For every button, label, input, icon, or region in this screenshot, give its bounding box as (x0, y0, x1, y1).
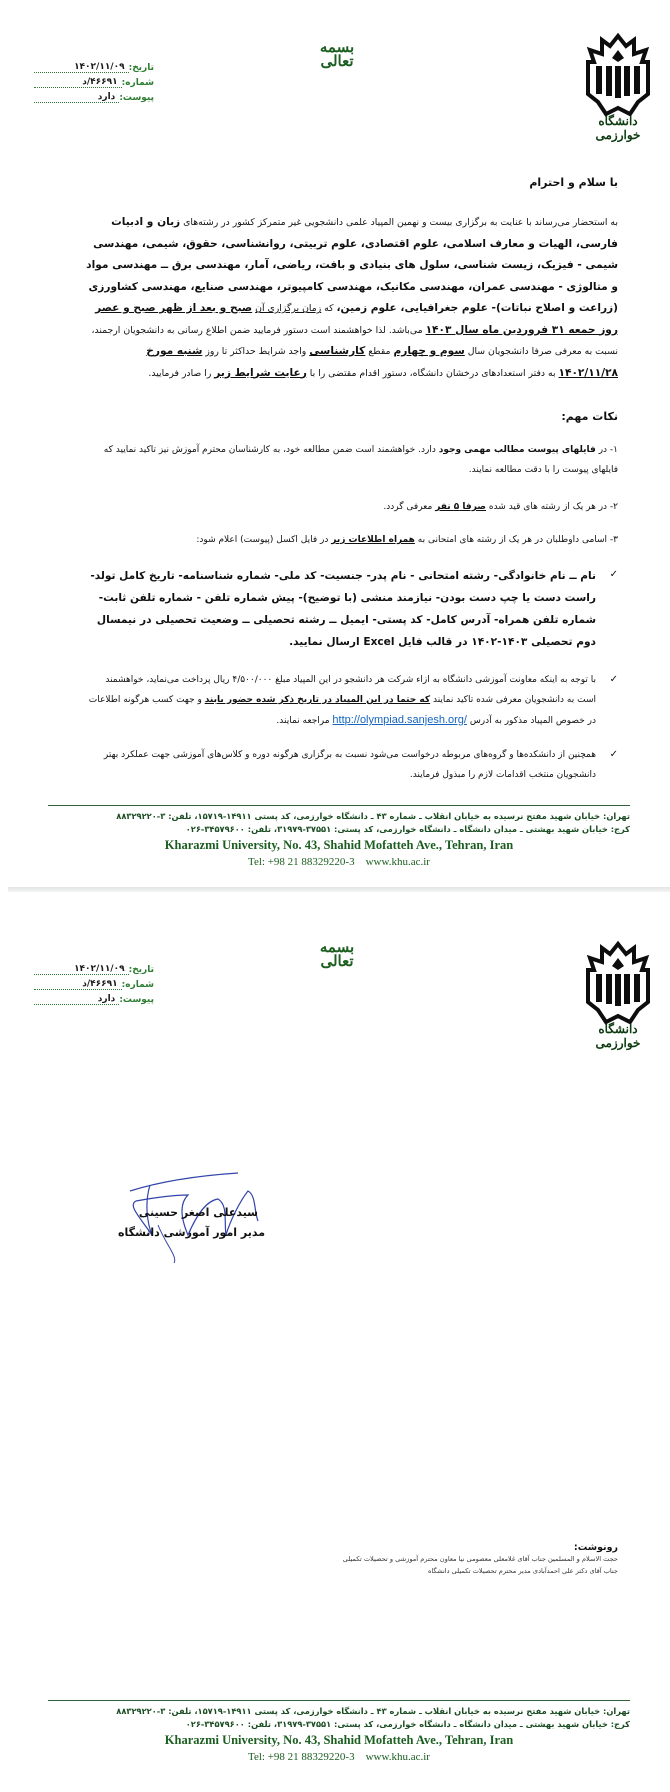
website: www.khu.ac.ir (365, 1751, 430, 1763)
number-value: ۴۶۶۹۱/د (34, 77, 122, 88)
footer-divider (48, 1700, 630, 1701)
date-value: ۱۴۰۲/۱۱/۰۹ (34, 964, 129, 975)
letter-page-2 (0, 900, 670, 1792)
website: www.khu.ac.ir (365, 856, 430, 868)
telephone: Tel: +98 21 88329220-3 (248, 1751, 355, 1763)
attachment-value: دارد (34, 994, 119, 1005)
required-info-text: نام ــ نام خانوادگی- رشته امتحانی - نام پدر- جنسیت- کد ملی- شماره شناسنامه- تاریخ کامل تولد- راست دست یا چپ دست بودن- نیازمند منشی (با توضیح)- پیش شماره تلفن - شماره تلفن ثابت- شماره تلفن همراه- آدرس کامل- کد پستی- ایمیل ــ رشته تحصیلی ــ وضعیت تحصیلی در نیمسال دوم تحصیلی ۱۴۰۳-۱۴۰۲ در قالب فایل Excel ارسال نمایید. (90, 570, 596, 648)
olympiad-fields: زبان و ادبیات فارسی، الهیات و معارف اسلامی، علوم اقتصادی، علوم تربیتی، روانشناسی، حقوق، شیمی، مهندسی شیمی - فیزیک، زیست شناسی، سلول های بنیادی و بافت، ریاضی، آمار، مهندسی برق ــ مهندسی مواد و متالوژی - مهندسی عمران، مهندسی مکانیک، مهندسی کامپیوتر، مهندسی صنایع، مهندسی کشاورزی (زراعت و اصلاح نباتات)- علوم جغرافیایی، علوم زمین، (86, 216, 618, 314)
attachment-label: پیوست: (119, 93, 154, 103)
note-1-bold: فایلهای پیوست مطالب مهمی وجود (438, 445, 596, 455)
attachment-label: پیوست: (119, 995, 154, 1005)
faculty-item (86, 745, 618, 785)
attachment-value: دارد (34, 92, 119, 103)
karaj-address: کرج: خیابان شهید بهشتی ـ میدان دانشگاه ـ دانشگاه خوارزمی، کد پستی: ۳۷۵۵۱-۳۱۹۷۹، تلفن: ۳۴۵۷۹۶۰۰-۰۲۶ (185, 824, 630, 834)
eligible-years: سوم و چهارم (393, 345, 465, 357)
note-2-bold: صرفا ۵ نفر (435, 502, 486, 512)
note-3-text: در فایل اکسل (پیوست) اعلام شود: (196, 535, 332, 545)
date-row (34, 58, 154, 73)
number-row (34, 975, 154, 990)
fee-item (86, 670, 618, 731)
cc-heading: رونوشت: (573, 1542, 618, 1553)
number-value: ۴۶۶۹۱/د (34, 979, 122, 990)
greeting: با سلام و احترام (529, 176, 618, 189)
time-intro: زمان برگزاری آن (255, 303, 322, 314)
eligible-degree: کارشناسی (309, 345, 366, 357)
intro-text-4: مقطع (365, 346, 394, 357)
date-value: ۱۴۰۲/۱۱/۰۹ (34, 62, 129, 73)
page-1-footer (48, 805, 630, 870)
university-logo (580, 32, 656, 142)
bismillah-heading: بسمه تعالی (319, 38, 355, 70)
signer-name: سیدعلی اصغر حسینی (138, 1206, 258, 1219)
signer-title: مدیر امور آموزشی دانشگاه (118, 1226, 265, 1239)
letter-page-1 (0, 0, 670, 885)
date-label: تاریخ: (128, 63, 154, 73)
contact-line (48, 854, 630, 870)
intro-text-3: می‌باشد. لذا خواهشمند است دستور فرمایید ضمن اطلاع رسانی به دانشجویان ارجمند، نسبت به معرفی صرفا دانشجویان سال (91, 324, 618, 357)
english-address: Kharazmi University, No. 43, Shahid Mofatteh Ave., Tehran, Iran (164, 838, 514, 852)
intro-text-2: که (321, 303, 337, 314)
tehran-address: تهران: خیابان شهید مفتح نرسیده به خیابان انقلاب ـ شماره ۴۳ ـ دانشگاه خوارزمی، کد پستی ۱۴۹۱۱-۱۵۷۱۹، تلفن: ۳-۸۸۳۲۹۲۲۰ (116, 1706, 630, 1716)
attendance-emphasis: که حتما در این المپیاد در تاریخ ذکر شده حضور یابند (204, 695, 431, 705)
notes-heading: نکات مهم: (561, 410, 618, 423)
date-label: تاریخ: (128, 965, 154, 975)
number-label: شماره: (121, 980, 154, 990)
checkmark-icon: ✓ (609, 569, 618, 580)
note-1-text: دارد. خواهشمند است ضمن مطالعه خود، به کارشناسان محترم آموزش نیز تاکید نمایید که فایلهای پیوست را با دقت مطالعه نمایند. (103, 445, 618, 475)
conditions: رعایت شرایط زیر (214, 366, 307, 379)
cc-recipient: جناب آقای دکتر علی احمدآبادی مدیر محترم تحصیلات تکمیلی دانشگاه (427, 1567, 618, 1575)
note-3-prefix: ۳- اسامی داوطلبان در هر یک از رشته های امتحانی به (414, 535, 618, 545)
attachment-row (34, 990, 154, 1005)
faculty-text: همچنین از دانشکده‌ها و گروه‌های مربوطه درخواست می‌شود نسبت به برگزاری هرگونه دوره و کلاس‌های آموزشی جهت عملکرد بهتر دانشجویان منتخب اقدامات لازم را مبذول فرمایند. (103, 750, 596, 780)
logo-emblem-icon (580, 32, 656, 120)
fee-text-1: با توجه به اینکه معاونت آموزشی دانشگاه به ازاء شرکت هر دانشجو در این المپیاد مبلغ ۴/۵۰۰/۰۰۰ ریال پرداخت می‌نماید، خواهشمند است به دانشجویان معرفی شده تاکید نمایند (105, 675, 596, 705)
note-3-bold: همراه اطلاعات زیر (331, 535, 415, 545)
intro-text-6: به دفتر استعدادهای درخشان دانشگاه، دستور اقدام مقتضی را با (306, 367, 559, 379)
university-logo (580, 940, 656, 1050)
olympiad-website-link[interactable]: http://olympiad.sanjesh.org/ (332, 714, 467, 726)
intro-text-7: را صادر فرمایید. (148, 367, 215, 379)
note-2 (86, 497, 618, 517)
checkmark-icon: ✓ (609, 674, 618, 685)
page-2-footer (48, 1700, 630, 1765)
english-address: Kharazmi University, No. 43, Shahid Mofatteh Ave., Tehran, Iran (164, 1733, 514, 1747)
intro-paragraph (86, 212, 618, 384)
intro-text-5: واجد شرایط حداکثر تا روز (202, 346, 310, 357)
checkmark-icon: ✓ (609, 749, 618, 760)
page-separator (8, 887, 670, 892)
number-row (34, 73, 154, 88)
letter-meta (34, 960, 154, 1005)
note-3 (86, 530, 618, 550)
tehran-address: تهران: خیابان شهید مفتح نرسیده به خیابان انقلاب ـ شماره ۴۳ ـ دانشگاه خوارزمی، کد پستی ۱۴۹۱۱-۱۵۷۱۹، تلفن: ۳-۸۸۳۲۹۲۲۰ (116, 811, 630, 821)
fee-text-3: مراجعه نمایند. (276, 716, 333, 726)
deadline: شنبه مورخ ۱۴۰۲/۱۱/۲۸ (146, 345, 618, 379)
logo-emblem-icon (580, 940, 656, 1028)
note-2-text: معرفی گردد. (383, 502, 436, 512)
intro-text-1: به استحضار می‌رساند با عنایت به برگزاری بیست و نهمین المپیاد علمی دانشجویی غیر متمرکز کشور در رشته‌های (180, 217, 618, 228)
letter-meta (34, 58, 154, 103)
date-row (34, 960, 154, 975)
note-2-prefix: ۲- در هر یک از رشته های قید شده (486, 502, 618, 512)
cc-recipient: حجت الاسلام و المسلمین جناب آقای غلامعلی معصومی نیا معاون محترم آموزشی و تحصیلات تکمیلی (342, 1555, 618, 1563)
contact-line (48, 1749, 630, 1765)
logo-text: دانشگاه خوارزمی (595, 1022, 641, 1050)
telephone: Tel: +98 21 88329220-3 (248, 856, 355, 868)
number-label: شماره: (121, 78, 154, 88)
required-info-item (86, 565, 618, 653)
bismillah-heading: بسمه تعالی (319, 938, 355, 970)
attachment-row (34, 88, 154, 103)
note-1-prefix: ۱- در (595, 445, 618, 455)
karaj-address: کرج: خیابان شهید بهشتی ـ میدان دانشگاه ـ دانشگاه خوارزمی، کد پستی: ۳۷۵۵۱-۳۱۹۷۹، تلفن: ۳۴۵۷۹۶۰۰-۰۲۶ (185, 1719, 630, 1729)
exam-time: صبح و بعد از ظهر صبح و عصر روز جمعه ۳۱ فروردین ماه سال ۱۴۰۳ (95, 302, 618, 336)
carbon-copy (318, 1542, 618, 1577)
logo-text: دانشگاه خوارزمی (595, 114, 641, 142)
note-1 (86, 440, 618, 480)
footer-divider (48, 805, 630, 806)
fee-text-2: و جهت کسب هرگونه اطلاعات در خصوص المپیاد مذکور به آدرس (88, 695, 596, 726)
